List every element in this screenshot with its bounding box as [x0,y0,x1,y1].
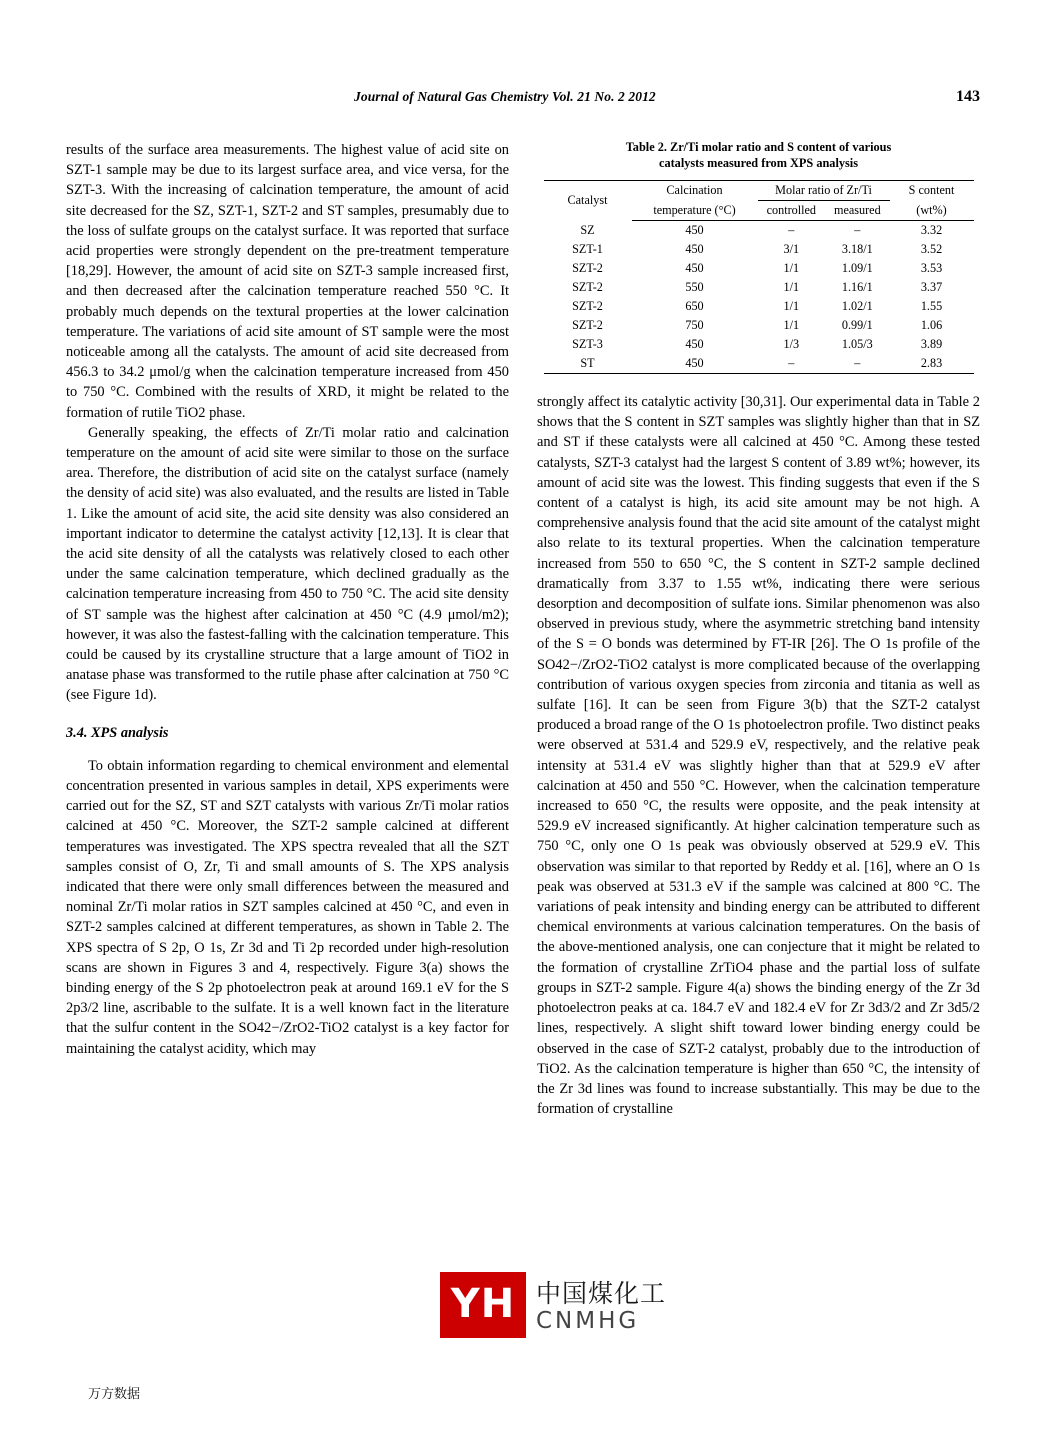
cell-catalyst: ST [544,354,632,374]
cell-s: 3.37 [920,280,943,294]
table-caption [537,140,980,171]
th-catalyst: Catalyst [544,181,632,221]
two-column-body [66,140,980,1119]
paragraph: results of the surface area measurements. The highest value of acid site on SZT-1 sample may be due to its largest surface area, and vice versa, for the SZT-3. With the increasing of calcination temperature, the amount of acid site decreased for the SZ, SZT-1, SZT-2 and ST samples, presumably due to the loss of sulfate groups on the catalyst surface. It was reported that surface acid properties were strongly dependent on the pre-treatment temperature [18,29]. However, the amount of acid site on SZT-3 sample increased first, and then decreased after the calcination temperature reached 550 °C. It probably much depends on the textural properties at the lower calcination temperature. The variations of acid site amount of ST sample were the most noticeable among all the catalysts. The amount of acid site decreased from 456.3 to 34.2 μmol/g when the calcination temperature increased from 450 to 750 °C. Combined with the results of XRD, it might be related to the formation of rutile TiO2 phase. [66,142,509,421]
watermark-subtitle: CNMHG [536,1308,640,1334]
watermark-logo: YH [440,1272,526,1338]
cell-controlled: 1/1 [783,261,800,275]
right-column-text [537,392,980,1119]
cell-s: 3.89 [920,337,943,351]
cell-s: 1.06 [920,318,943,332]
cell-catalyst: SZT-1 [572,242,603,256]
section-heading: 3.4. XPS analysis [66,724,169,741]
cell-s: 3.53 [920,261,943,275]
cell-measured: 1.09/1 [841,261,873,275]
th-molar-ratio: Molar ratio of Zr/Ti [758,181,890,201]
cell-s: 3.32 [920,223,943,237]
journal-title: Journal of Natural Gas Chemistry Vol. 21 No. 2 2012 [354,89,656,104]
right-column [537,140,980,1119]
xps-table [544,180,974,374]
table-body [544,221,974,374]
cell-controlled: 1/1 [783,280,800,294]
cell-catalyst: SZ [580,222,595,237]
table-row [544,297,974,316]
page-number: 143 [956,88,980,105]
cell-measured: – [825,354,889,374]
table-row [544,335,974,354]
cell-s: 2.83 [890,354,974,374]
cell-catalyst: SZT-3 [572,337,603,351]
cell-catalyst: SZT-2 [572,318,603,332]
cell-temp: 450 [685,337,704,351]
th-controlled: controlled [758,201,826,221]
cell-controlled: – [758,354,826,374]
cell-temp: 750 [685,318,704,332]
th-calcination-unit: temperature (°C) [632,201,758,221]
table-row [544,221,974,241]
cell-temp: 450 [685,223,704,237]
table-header-row-1 [544,181,974,201]
paragraph: strongly affect its catalytic activity [30,31]. Our experimental data in Table 2 shows that the S content in SZT samples was slightly higher than that in SZ and ST if these catalysts were all calcined at 450 °C. Among these tested catalysts, SZT-3 catalyst had the largest S content of 3.89 wt%; however, its amount of acid site was the lowest. This finding suggests that even if the S content of a catalyst is high, its acid site amount may be not high. A comprehensive analysis found that the acid site amount of the catalyst might also relate to its textural properties. When the calcination temperature increased from 550 to 650 °C, the S content in SZT-2 sample declined dramatically from 3.37 to 1.55 wt%, indicating there were serious desorption and decomposition of sulfate ions. Similar phenomenon was also observed in previous study, where the asymmetric stretching band intensity of the S = O bonds was determined by FT-IR [26]. The O 1s profile of the SO42−/ZrO2-TiO2 catalyst is more complicated because of the overlapping contribution of various oxygen species from zirconia and titania as well as sulfate [16]. It can be seen from Figure 3(b) that the SZT-2 catalyst produced a broad range of the O 1s photoelectron profile. Two distinct peaks were observed at 531.4 and 529.9 eV, respectively, and the relative peak intensity at 531.4 eV was slightly higher than that at 529.9 eV after calcination at 450 and 550 °C. However, when the calcination temperature increased to 650 °C, the results were opposite, and the peak intensity at 529.9 eV increased significantly. At higher calcination temperature such as 750 °C, only one O 1s peak was obviously observed at 529.9 eV. This observation was similar to that reported by Reddy et al. [16], where an O 1s peak was observed at 531.3 eV if the sample was calcined at 800 °C. The variations of peak intensity and binding energy can be attributed to different chemical environments at various calcination temperatures. On the basis of the above-mentioned analysis, one can conjecture that it might be related to the formation of crystalline ZrTiO4 phase and the partial loss of sulfate groups in SZT-2 sample. Figure 4(a) shows the binding energy of the Zr 3d photoelectron peaks at ca. 184.7 eV and 182.4 eV for Zr 3d3/2 and Zr 3d5/2 lines, respectively. A slight shift toward lower binding energy could be observed in the case of SZT-2 catalyst, probably due to the introduction of TiO2. As the calcination temperature is higher than 650 °C, the intensity of the Zr 3d lines was found to increase substantially. This may be due to the formation of crystalline [537,394,980,1118]
watermark-chinese-text: 中国煤化工 [536,1279,667,1308]
table-row [544,240,974,259]
cell-measured: 1.05/3 [841,337,873,351]
paragraph: To obtain information regarding to chemical environment and elemental concentration presented in various samples in detail, XPS experiments were carried out for the SZ, ST and SZT catalysts with various Zr/Ti molar ratios calcined at 450 °C. Moreover, the SZT-2 sample calcined at different temperatures was investigated. The XPS spectra revealed that all the SZT samples consist of O, Zr, Ti and small amounts of S. The XPS analysis indicated that there were only small differences between the measured and nominal Zr/Ti molar ratios in SZT samples calcined at 450 °C, and even in SZT-2 samples calcined at different temperatures, as shown in Table 2. The XPS spectra of S 2p, O 1s, Zr 3d and Ti 2p recorded under high-resolution scans are shown in Figures 3 and 4, respectively. Figure 3(a) shows the binding energy of the S 2p photoelectron peak at around 169.1 eV for the S 2p3/2 line, ascribable to the sulfate. It is a well known fact in the literature that the sulfur content in the SO42−/ZrO2-TiO2 catalyst is a key factor for maintaining the catalyst acidity, which may [66,757,509,1057]
cell-temp: 450 [685,242,704,256]
cell-controlled: – [788,223,795,237]
th-calcination: Calcination [632,181,758,201]
th-measured: measured [825,201,889,221]
table-row [544,316,974,335]
cell-temp: 650 [685,299,704,313]
table-row [544,354,974,374]
cell-temp: 550 [685,280,704,294]
watermark [440,1272,740,1348]
cell-measured: 3.18/1 [841,242,873,256]
cell-catalyst: SZT-2 [572,261,603,275]
table-caption-line1: Table 2. Zr/Ti molar ratio and S content of various [625,140,892,154]
table-row [544,278,974,297]
table-row [544,259,974,278]
cell-controlled: 3/1 [783,242,800,256]
footer-label: 万方数据 [88,1387,141,1402]
cell-catalyst: SZT-2 [572,280,603,294]
cell-controlled: 1/1 [783,299,800,313]
cell-measured: 1.16/1 [841,280,873,294]
cell-s: 1.55 [920,299,943,313]
cell-measured: 0.99/1 [841,318,873,332]
cell-s: 3.52 [920,242,943,256]
th-s-unit: (wt%) [890,201,974,221]
cell-measured: 1.02/1 [841,299,873,313]
cell-temp: 450 [685,261,704,275]
cell-temp: 450 [632,354,758,374]
table-caption-line2: catalysts measured from XPS analysis [658,155,859,170]
page-header [66,88,980,106]
table-head [544,181,974,221]
left-column [66,140,509,1119]
cell-controlled: 1/1 [783,318,800,332]
cell-controlled: 1/3 [783,337,800,351]
cell-measured: – [854,223,861,237]
table-block [537,140,980,374]
th-s-content: S content [890,181,974,201]
cell-catalyst: SZT-2 [572,299,603,313]
paragraph: Generally speaking, the effects of Zr/Ti molar ratio and calcination temperature on the amount of acid site were similar to those on the surface area. Therefore, the distribution of acid site on the catalyst surface (namely the density of acid site) was also evaluated, and the results are listed in Table 1. Like the amount of acid site, the acid site density was also considered an important indicator to determine the catalyst activity [12,13]. It is clear that the acid site density of all the catalysts was relatively closed to each other under the same calcination temperature, which declined gradually as the calcination temperature increasing from 450 to 750 °C. The acid site density of ST sample was the highest after calcination at 450 °C (4.9 μmol/m2); however, it was also the fastest-falling with the calcination temperature. This could be caused by its crystalline structure that a large amount of TiO2 in anatase phase was transformed to the rutile phase after calcination at 750 °C (see Figure 1d). [66,424,509,704]
